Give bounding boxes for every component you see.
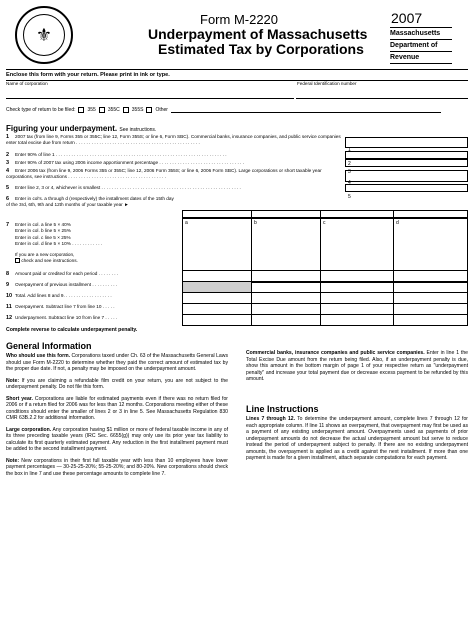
line-2: 2 Enter 90% of line 1 . . . . . . . . . . . . . . . . . . . . . . . . . . . . . . . . . . . . . . . . . . . . . . . . . . . . . . . . . . . . . . . . . . [6,152,227,158]
line-6-col-a[interactable]: a [182,210,252,218]
section-heading [6,124,156,133]
line-4: 4 Enter 2006 tax (from line 9, 2006 Forms 355 or 355C; line 12, 2006 Form 355S; or line 6, 2006 Form SBC). Large corporations or short taxable year corporations, see instructions . . . . . . . . . . . . . . . . . . . . . . . . . . . . . . . . . . . . . . [6,168,322,180]
line-3-box[interactable]: 3 [345,159,468,167]
general-info-heading: General Information [6,341,92,351]
agency-line: Revenue [390,51,452,64]
line-6-col-b[interactable]: b [251,210,321,218]
line-2-box[interactable]: 2 [345,151,468,159]
other-field[interactable] [171,107,441,113]
check-type-label: Check type of return to be filed: [6,107,76,113]
line-4-box[interactable]: 4 [345,170,468,182]
grid-vline [320,270,321,326]
form-title-line2: Estimated Tax by Corporations [158,41,364,57]
line-12: 12 Underpayment. Subtract line 10 from line 7 . . . . . [6,315,118,321]
line-11: 11 Overpayment. Subtract line 7 from line 10 . . . . . [6,304,115,310]
line-1: 1 2007 tax (from line 9, Forms 355 or 355C; line 12, Form 355S; or line 6, Form SBC). Commercial banks, insurance companies, and public service companies enter total excise due from return . . . . . . . . . . . . . . . . . . . . . . . . . . . . . . . . . . . . . . . . . . . . . . . . [6,134,341,146]
checkbox-355c[interactable] [99,107,105,113]
line-6-col-d[interactable]: d [393,210,468,218]
line-9: 9 Overpayment of previous installment . . . . . . . . . . [6,282,118,288]
heading-text: Figuring your underpayment. [6,124,118,133]
line-7: 7 Enter in col. a line 5 × 40% Enter in col. b line 5 × 25% Enter in col. c line 5 × 25% Enter in col. d line 5 × 10% . . . . . . . . . . . . If you are a new corporation, check and see instructions. [6,222,103,264]
line-instructions-heading: Line Instructions [246,404,319,414]
lines-8-12-grid [182,270,468,326]
agency-line: Massachusetts [390,27,452,39]
complete-reverse-note: Complete reverse to calculate underpayment penalty. [6,327,138,333]
divider [6,80,468,81]
checkbox-other[interactable] [146,107,152,113]
line-10: 10 Total. Add lines 8 and 9. . . . . . . . . . . . . . . . . . . [6,293,112,299]
option-label: 355 [87,107,96,113]
line-8: 8 Amount paid or credited for each period . . . . . . . . [6,271,119,277]
checkbox-355[interactable] [78,107,84,113]
divider [6,69,468,70]
general-info-right: Commercial banks, insurance companies and public service companies. Enter in line 1 the Total Excise Due amount from the return being filed. Also, if an underpayment penalty is due, show this amount in the bottom margin of page 1 of your respective return as "underpayment penalty" and increase your total payment due or decrease excess payment to be refunded by this amount. [246,350,468,382]
fid-label: Federal Identification number [297,81,357,86]
corp-name-field[interactable] [6,88,294,99]
general-info-left: Who should use this form. Corporations taxed under Ch. 63 of the Massachusetts General Laws should use Form M-2220 to determine whether they paid the correct amount of estimated tax by the proper due date. If not, a penalty may be imposed on the underpayment amount. Note: If you are claiming a refundable film credit on your return, you are not subject to the underpayment penalty. Do not file this form. Short year. Corporations are liable for estimated payments even if there was no return filed for 2006 or if a return filed for 2006 was for less than 12 months. Corporations meeting either of these conditions should enter the smaller of lines 2 or 3 in line 5. See Massachusetts Regulation 830 CMR 63B.2.2 for additional information. Large corporation. Any corporation having $1 million or more of federal taxable income in any of its three preceding taxable years (IRC Sec. 6655(g)) may only use its prior year tax liability to calculate its first quarterly estimated payment. Any reduction in the first installment payment must be added to the second installment payment. Note: New corporations in their first full taxable year with less than 10 employees have lower payment percentages — 30-25-25-20%; 55-25-20%; and 80-20%. New corporations should check the box in line 7 and use these percentage amounts to complete line 7. [6,353,228,477]
new-corp-checkbox[interactable] [15,258,20,263]
form-number: Form M-2220 [200,12,279,27]
option-label: Other [155,107,168,113]
form-title-line1: Underpayment of Massachusetts [148,26,368,42]
line-1-box[interactable]: 1 [345,137,468,148]
see-instructions: See instructions. [119,127,157,133]
agency-line: Department of [390,39,452,51]
line-6: 6 Enter in col's. a through d (respectively) the installment dates of the 15th day of the 3rd, 6th, 9th and 12th months of your taxable year ► [6,196,174,208]
line-6-col-c[interactable]: c [320,210,394,218]
tax-year: 2007 [391,10,423,26]
fid-field[interactable] [296,88,468,99]
option-label: 355C [107,107,120,113]
line-5-box[interactable]: 5 [345,184,468,192]
line-3: 3 Enter 90% of 2007 tax using 2006 income apportionment percentage . . . . . . . . . . . . . . . . . . . . . . . . . . . . . . . . . [6,160,245,166]
option-label: 355S [131,107,144,113]
line-5: 5 Enter line 2, 3 or 4, whichever is smallest . . . . . . . . . . . . . . . . . . . . . . . . . . . . . . . . . . . . . . . . . . . . . . . . . . . . . . [6,185,241,191]
checkbox-355s[interactable] [123,107,129,113]
enclose-instruction: Enclose this form with your return. Please print in ink or type. [6,72,170,78]
return-type-checks [6,107,441,113]
line-instructions-text: Lines 7 through 12. To determine the underpayment amount, complete lines 7 through 12 for each appropriate column. If line 11 shows an overpayment, that overpayment may first be used as a payment of any existing underpayment amount. Overpayments used as payments of prior underpayment amounts do not decrease the actual underpayment amount but serve to reduce instead the period of underpayment subject to penalty. If there are no existing underpayment amounts, the overpayment is applied as a credit against the next installment. If more than one payment is made for a given installment, attach separate computations for each payment. [246,416,468,461]
state-seal-icon: ⚜ [15,6,73,64]
grid-vline [251,270,252,326]
agency-block [390,27,452,64]
corp-name-label: Name of corporation [6,81,48,86]
arrow-right-icon: ► [124,202,129,208]
grid-vline [393,270,394,326]
